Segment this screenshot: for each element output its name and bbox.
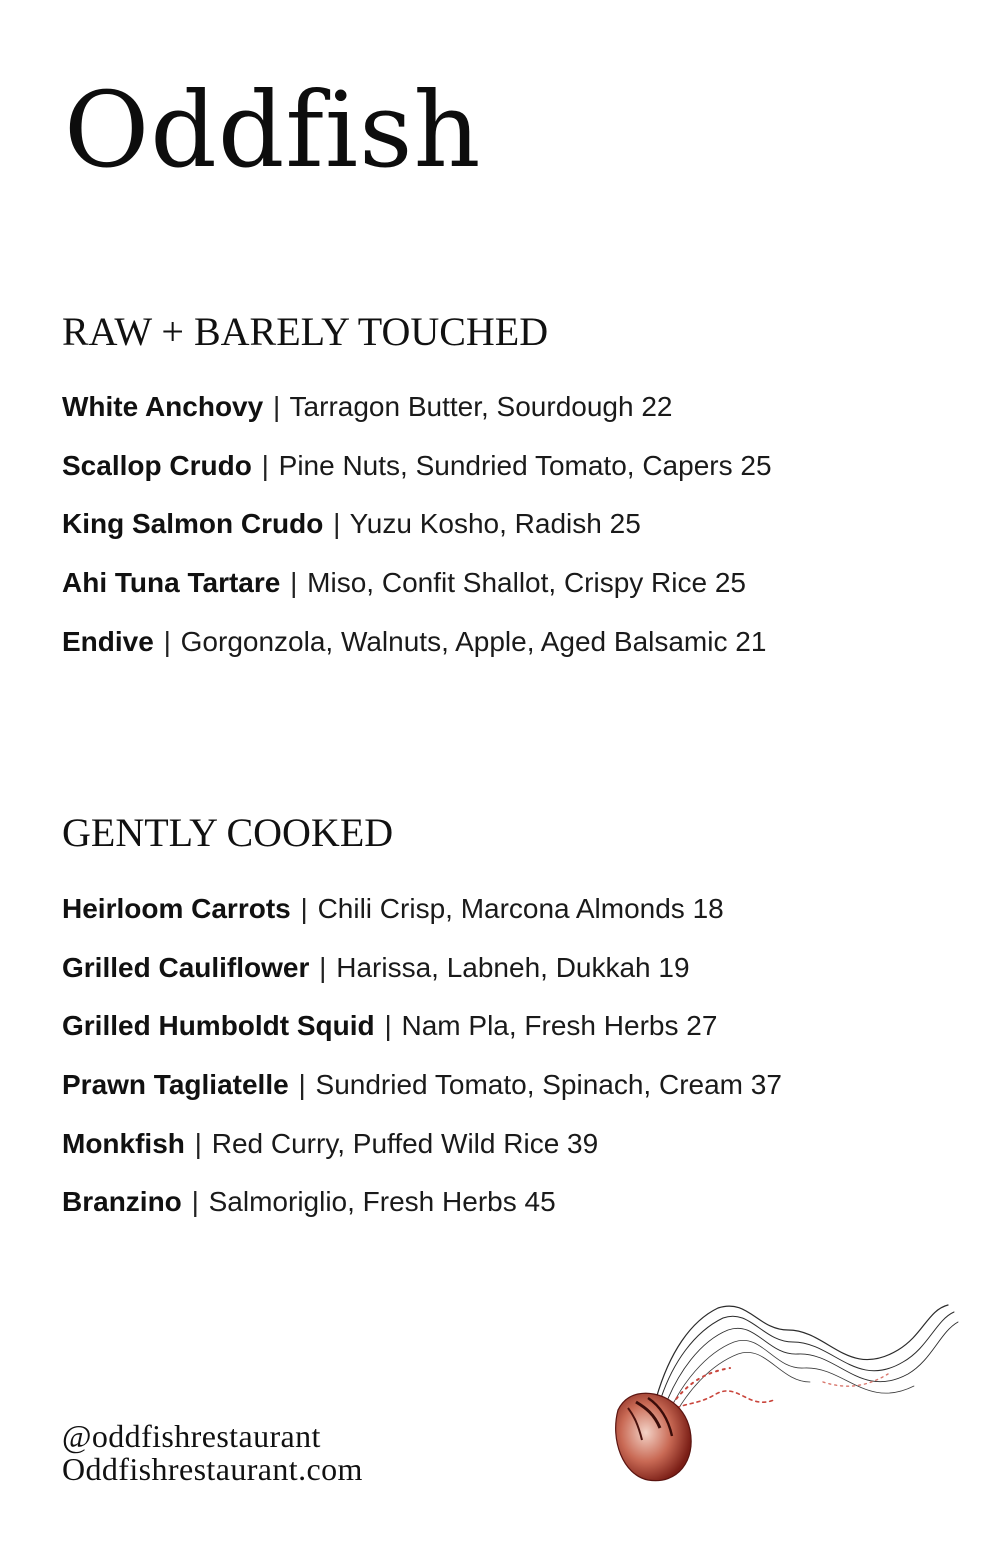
dish-price: 25 [714,567,747,599]
section-heading-cooked: GENTLY COOKED [62,810,394,855]
dish-name: Endive [62,625,154,657]
dish-description: Chili Crisp, Marcona Almonds [317,893,685,924]
dish-price: 22 [641,391,673,422]
dish-description: Nam Pla, Fresh Herbs [401,1010,679,1042]
dish-description: Sundried Tomato, Spinach, Cream [315,1069,744,1101]
dish-description: Yuzu Kosho, Radish [349,508,602,540]
separator: | [163,625,171,657]
dish-price: 39 [567,1127,599,1159]
dish-description: Harissa, Labneh, Dukkah [336,951,651,983]
menu-list-raw [62,388,772,681]
separator: | [194,1127,202,1159]
dish-description: Miso, Confit Shallot, Crispy Rice [307,567,708,599]
dish-price: 25 [609,508,641,540]
separator: | [333,508,341,540]
section-heading-raw: RAW + BARELY TOUCHED [62,309,549,354]
separator: | [384,1010,392,1042]
separator: | [298,1069,306,1101]
dish-description: Gorgonzola, Walnuts, Apple, Aged Balsamic [180,625,728,657]
social-handle: @oddfishrestaurant [62,1418,321,1454]
menu-item [62,564,772,623]
dish-price: 25 [740,449,772,481]
dish-price: 45 [524,1186,556,1218]
menu-item [62,949,782,1008]
menu-item [62,890,782,949]
jellyfish-icon [598,1290,968,1490]
dish-name: Grilled Humboldt Squid [62,1010,375,1042]
website-link: Oddfishrestaurant.com [62,1451,363,1487]
dish-price: 37 [750,1069,782,1101]
separator: | [191,1186,199,1218]
dish-description: Pine Nuts, Sundried Tomato, Capers [278,449,733,481]
dish-description: Salmoriglio, Fresh Herbs [208,1186,517,1218]
menu-item [62,447,772,506]
footer-contact [62,1420,363,1486]
dish-name: Branzino [62,1186,182,1218]
dish-name: King Salmon Crudo [62,508,324,540]
menu-list-cooked [62,890,782,1242]
menu-item [62,1007,782,1066]
menu-item [62,1066,782,1125]
menu-item [62,623,772,682]
menu-item [62,1183,782,1242]
dish-name: Scallop Crudo [62,449,252,481]
dish-description: Tarragon Butter, Sourdough [289,391,634,422]
separator: | [290,567,298,599]
menu-item [62,388,772,447]
dish-name: Monkfish [62,1127,185,1159]
separator: | [300,893,308,924]
dish-name: Ahi Tuna Tartare [62,567,281,599]
menu-item [62,505,772,564]
separator: | [319,951,327,983]
dish-name: Heirloom Carrots [62,893,291,924]
menu-item [62,1125,782,1184]
dish-name: Grilled Cauliflower [62,951,310,983]
dish-price: 19 [658,951,690,983]
dish-price: 27 [686,1010,718,1042]
dish-description: Red Curry, Puffed Wild Rice [211,1127,560,1159]
separator: | [261,449,269,481]
separator: | [272,391,281,422]
dish-name: Prawn Tagliatelle [62,1069,289,1101]
dish-name: White Anchovy [62,391,264,422]
dish-price: 18 [692,893,724,924]
restaurant-name: Oddfish [64,69,482,191]
dish-price: 21 [735,625,767,657]
